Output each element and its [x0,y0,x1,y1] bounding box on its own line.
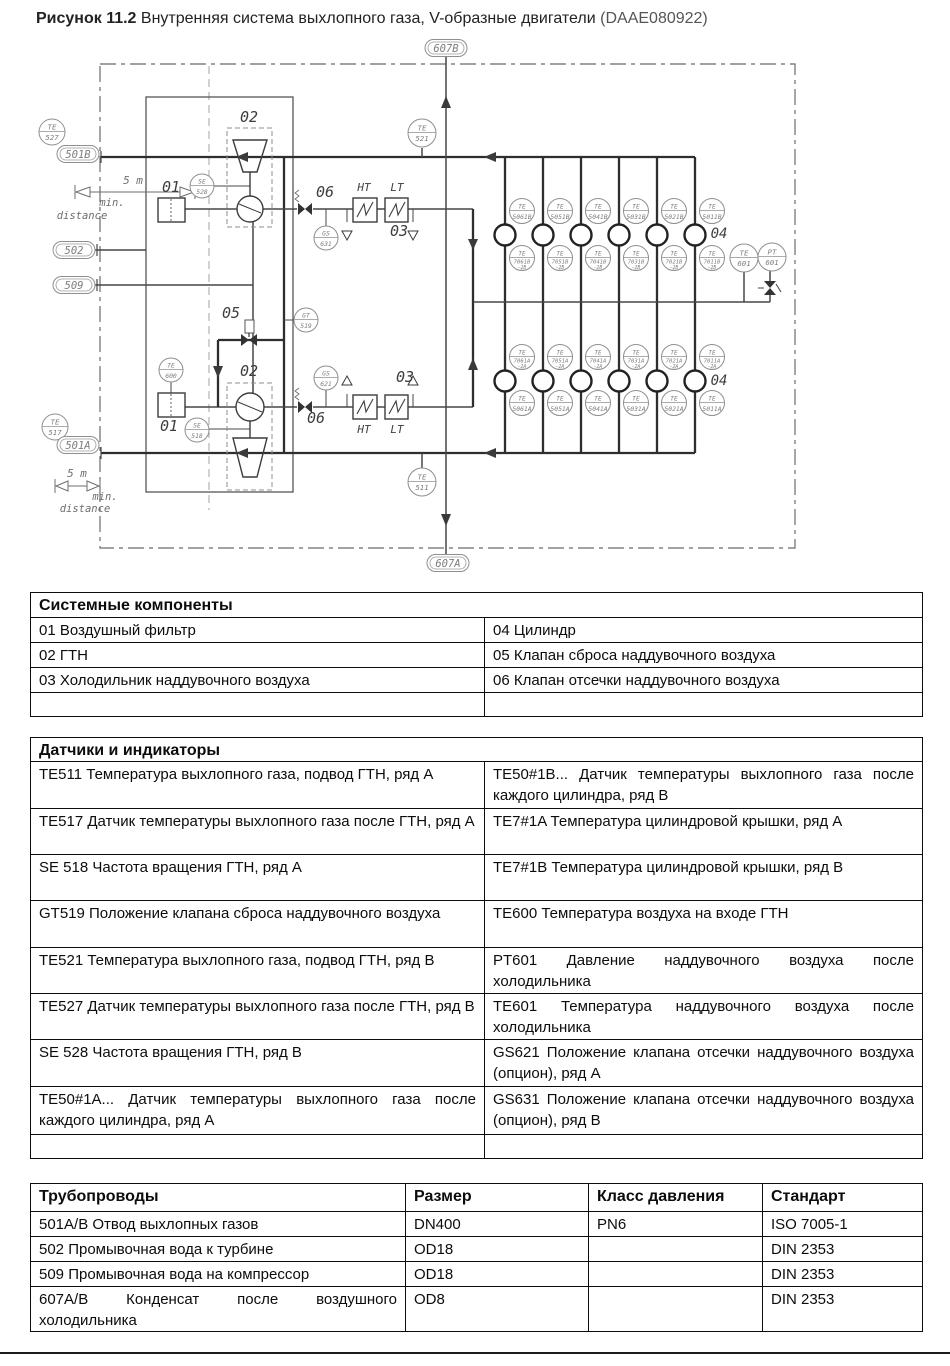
svg-text:03: 03 [389,222,409,240]
svg-text:5061A: 5061A [512,405,532,414]
table-title: Датчики и индикаторы [31,738,923,762]
svg-text:LT: LT [390,423,404,436]
svg-text:TE: TE [556,349,564,357]
sensor-te7031A [624,345,649,371]
table-row [31,855,923,901]
cell: 04 Цилиндр [485,618,923,643]
table-row [31,1087,923,1135]
cell: 501A/B Отвод выхлопных газов [31,1212,406,1237]
sensor-te5051A [548,391,573,416]
cell: DIN 2353 [763,1262,923,1287]
sensor-te5041B [586,199,611,224]
svg-text:5011A: 5011A [702,405,722,414]
svg-text:TE: TE [708,394,716,403]
table-row [31,901,923,948]
cell: TE521 Температура выхлопного газа, подвод ГТН, ряд B [31,948,485,994]
svg-text:-2A: -2A [669,365,679,370]
svg-text:5021A: 5021A [664,405,684,414]
table-row [31,1287,923,1332]
instrument-bubble-pt601 [758,243,786,271]
svg-text:7031A: 7031A [627,358,645,365]
cell: 03 Холодильник наддувочного воздуха [31,668,485,693]
sensor-te5021B [662,199,687,224]
cell [485,693,923,717]
cell [589,1237,763,1262]
svg-text:-2A: -2A [555,365,565,370]
svg-text:HT: HT [357,423,371,436]
sensor-te5061B [510,199,535,224]
sensor-te7051B [548,246,573,272]
cell: TE511 Температура выхлопного газа, подвод ГТН, ряд A [31,762,485,809]
svg-text:GS: GS [322,369,330,378]
shutoff-valve-06-b [295,190,312,215]
svg-text:601: 601 [737,259,751,269]
cell: TE50#1B... Датчик температуры выхлопного газа после каждого цилиндра, ряд B [485,762,923,809]
svg-text:-2B: -2B [555,266,565,271]
cell: 502 Промывочная вода к турбине [31,1237,406,1262]
svg-text:5031A: 5031A [626,405,646,414]
column-header: Размер [406,1184,589,1212]
cell [31,1135,485,1159]
svg-text:5 m: 5 m [67,467,87,480]
svg-text:TE: TE [594,349,602,357]
sensor-te5011A [700,391,725,416]
svg-text:-2B: -2B [517,266,527,271]
svg-text:7051A: 7051A [551,358,569,365]
table-row [31,762,923,809]
svg-text:TE: TE [50,417,60,427]
cell: DIN 2353 [763,1237,923,1262]
cell [485,1135,923,1159]
column-header: Класс давления [589,1184,763,1212]
svg-text:5041A: 5041A [588,405,608,414]
sensor-te7021B [662,246,687,272]
svg-text:TE: TE [47,122,57,132]
sensor-te7051A [548,345,573,371]
svg-text:-2A: -2A [707,365,717,370]
svg-text:TE: TE [594,202,602,211]
sensor-te7011A [700,345,725,371]
sensors-indicators-table [30,737,923,1159]
svg-text:06: 06 [306,409,326,427]
pipe-tag-502 [53,242,95,259]
table-row [31,1237,923,1262]
instrument-bubble-te601 [730,244,758,272]
table-header-row [31,738,923,762]
svg-text:01: 01 [161,178,181,196]
instrument-bubble-se518 [185,418,209,442]
svg-text:-2A: -2A [517,365,527,370]
column-header: Трубопроводы [31,1184,406,1212]
cell: OD8 [406,1287,589,1332]
cell: TE50#1A... Датчик температуры выхлопного газа после каждого цилиндра, ряд A [31,1087,485,1135]
svg-text:TE: TE [739,248,749,258]
cell: 02 ГТН [31,643,485,668]
cell [589,1287,763,1332]
cell: TE600 Температура воздуха на входе ГТН [485,901,923,948]
system-components-table [30,592,923,717]
svg-text:7011A: 7011A [703,358,721,365]
svg-text:TE: TE [167,361,175,370]
document-code: (DAAE080922) [600,10,708,27]
svg-text:TE: TE [417,472,427,482]
svg-text:509: 509 [64,279,84,292]
svg-text:05: 05 [221,304,241,322]
svg-text:-2B: -2B [707,266,717,271]
svg-text:7051B: 7051B [551,259,569,266]
svg-text:518: 518 [191,432,203,441]
cell: OD18 [406,1237,589,1262]
svg-text:5041B: 5041B [588,213,608,222]
svg-text:min.: min. [92,491,118,503]
cell: TE7#1B Температура цилиндровой крышки, ряд B [485,855,923,901]
instrument-bubble-se528 [190,174,214,198]
svg-text:TE: TE [417,123,427,133]
svg-text:TE: TE [556,394,564,403]
svg-text:TE: TE [594,250,602,258]
table-row [31,809,923,855]
cell: 05 Клапан сброса наддувочного воздуха [485,643,923,668]
cell: GS621 Положение клапана отсечки наддувочного воздуха (опцион), ряд A [485,1040,923,1087]
svg-text:distance: distance [56,210,108,222]
sensor-te7061B [510,246,535,272]
table-title: Системные компоненты [31,593,923,618]
svg-text:-2B: -2B [669,266,679,271]
svg-text:TE: TE [518,202,526,211]
instrument-bubble-te600 [159,358,183,382]
instrument-bubble-gs631 [314,226,338,250]
table-row [31,1212,923,1237]
svg-text:min.: min. [99,197,125,209]
svg-text:-2A: -2A [593,365,603,370]
column-header: Стандарт [763,1184,923,1212]
instrument-bubble-te511 [408,468,436,496]
pipe-tag-607B [425,40,467,57]
svg-text:501A: 501A [65,439,91,452]
pipe-tag-509 [53,277,95,294]
svg-text:TE: TE [670,349,678,357]
svg-text:5021B: 5021B [664,213,684,222]
pipes-table [30,1183,923,1332]
svg-text:TE: TE [518,349,526,357]
table-row [31,693,923,717]
svg-text:519: 519 [300,322,312,331]
table-header-row [31,593,923,618]
cell: 607A/B Конденсат после воздушного холодильника [31,1287,406,1332]
table-row [31,1040,923,1087]
svg-text:607B: 607B [433,42,459,55]
exhaust-system-diagram [0,0,950,585]
svg-text:TE: TE [708,202,716,211]
svg-text:5 m: 5 m [123,174,143,187]
svg-text:TE: TE [670,394,678,403]
svg-text:528: 528 [196,188,208,197]
svg-text:PT: PT [767,247,777,257]
svg-text:TE: TE [708,349,716,357]
cell: SE 518 Частота вращения ГТН, ряд A [31,855,485,901]
sensor-te5041A [586,391,611,416]
cell: 01 Воздушный фильтр [31,618,485,643]
sensor-te7011B [700,246,725,272]
svg-text:7041A: 7041A [589,358,607,365]
svg-text:TE: TE [632,202,640,211]
sensor-te5031A [624,391,649,416]
svg-text:04: 04 [710,226,728,242]
instrument-bubble-te521 [408,119,436,147]
svg-text:521: 521 [415,134,429,144]
pipe-tag-501A [57,437,99,454]
svg-text:TE: TE [632,250,640,258]
svg-text:511: 511 [415,483,429,493]
svg-text:501B: 501B [65,148,91,161]
wastegate-valve-05 [241,320,257,346]
svg-text:621: 621 [320,380,332,389]
svg-text:distance: distance [59,503,111,515]
svg-text:5031B: 5031B [626,213,646,222]
svg-text:TE: TE [708,250,716,258]
svg-text:5051B: 5051B [550,213,570,222]
svg-text:7021B: 7021B [665,259,683,266]
svg-text:02: 02 [239,108,259,126]
svg-text:TE: TE [518,394,526,403]
engine-boundary [100,64,795,548]
sensor-te7041A [586,345,611,371]
sensor-te7061A [510,345,535,371]
svg-text:7041B: 7041B [589,259,607,266]
figure-title: Внутренняя система выхлопного газа, V-образные двигатели [140,10,596,27]
svg-text:TE: TE [518,250,526,258]
svg-text:02: 02 [239,362,259,380]
table-row [31,994,923,1040]
svg-text:06: 06 [315,183,335,201]
svg-text:TE: TE [670,202,678,211]
svg-text:HT: HT [357,181,371,194]
cell: 509 Промывочная вода на компрессор [31,1262,406,1287]
instrument-bubble-gs621 [314,366,338,390]
svg-text:607A: 607A [435,557,461,570]
svg-text:TE: TE [594,394,602,403]
svg-text:-2A: -2A [631,365,641,370]
svg-text:601: 601 [765,258,779,268]
sensor-te7041B [586,246,611,272]
instrument-bubble-te527 [39,119,65,145]
svg-text:TE: TE [556,202,564,211]
svg-text:03: 03 [395,368,415,386]
svg-text:TE: TE [632,394,640,403]
sensor-te5011B [700,199,725,224]
cell: TE601 Температура наддувочного воздуха после холодильника [485,994,923,1040]
sensor-te7021A [662,345,687,371]
svg-text:SE: SE [198,177,206,186]
cell: ISO 7005-1 [763,1212,923,1237]
svg-text:TE: TE [670,250,678,258]
table-row [31,668,923,693]
svg-text:5011B: 5011B [702,213,722,222]
sensor-te7031B [624,246,649,272]
cell: GT519 Положение клапана сброса наддувочного воздуха [31,901,485,948]
figure-number: Рисунок 11.2 [36,10,137,27]
pressure-test-valve [758,281,781,295]
pipe-tag-607A [427,555,469,572]
svg-text:631: 631 [320,240,332,249]
svg-text:-2B: -2B [593,266,603,271]
svg-text:-2B: -2B [631,266,641,271]
svg-text:7011B: 7011B [703,259,721,266]
instrument-bubble-gt519 [294,308,318,332]
table-row [31,618,923,643]
table-row [31,948,923,994]
cell: TE7#1A Температура цилиндровой крышки, ряд A [485,809,923,855]
svg-text:GS: GS [322,229,330,238]
pipe-tag-501B [57,146,99,163]
table-row [31,1135,923,1159]
cell: DN400 [406,1212,589,1237]
svg-text:517: 517 [48,428,62,438]
svg-text:7061B: 7061B [513,259,531,266]
svg-text:527: 527 [45,133,59,143]
cell: SE 528 Частота вращения ГТН, ряд B [31,1040,485,1087]
cell [31,693,485,717]
svg-text:600: 600 [165,372,177,381]
svg-text:LT: LT [390,181,404,194]
svg-text:7061A: 7061A [513,358,531,365]
cell [589,1262,763,1287]
svg-text:SE: SE [193,421,201,430]
table-row [31,1262,923,1287]
table-row [31,643,923,668]
cell: GS631 Положение клапана отсечки наддувочного воздуха (опцион), ряд B [485,1087,923,1135]
turbocharger-bank-a [227,383,272,490]
cell: 06 Клапан отсечки наддувочного воздуха [485,668,923,693]
svg-text:TE: TE [632,349,640,357]
page-divider [0,1352,950,1354]
cell: PT601 Давление наддувочного воздуха после холодильника [485,948,923,994]
svg-text:7021A: 7021A [665,358,683,365]
sensor-te5021A [662,391,687,416]
cell: DIN 2353 [763,1287,923,1332]
table-header-row [31,1184,923,1212]
sensor-te5051B [548,199,573,224]
sensor-te5031B [624,199,649,224]
svg-text:GT: GT [302,311,310,320]
turbocharger-bank-b [227,128,272,227]
cell: PN6 [589,1212,763,1237]
sensor-te5061A [510,391,535,416]
flow-arrows [213,96,496,526]
svg-text:7031B: 7031B [627,259,645,266]
svg-text:04: 04 [710,373,728,389]
svg-text:01: 01 [159,417,179,435]
svg-text:5061B: 5061B [512,213,532,222]
svg-text:5051A: 5051A [550,405,570,414]
cell: OD18 [406,1262,589,1287]
svg-text:TE: TE [556,250,564,258]
cell: TE527 Датчик температуры выхлопного газа после ГТН, ряд B [31,994,485,1040]
cell: TE517 Датчик температуры выхлопного газа после ГТН, ряд A [31,809,485,855]
svg-text:502: 502 [64,244,84,257]
